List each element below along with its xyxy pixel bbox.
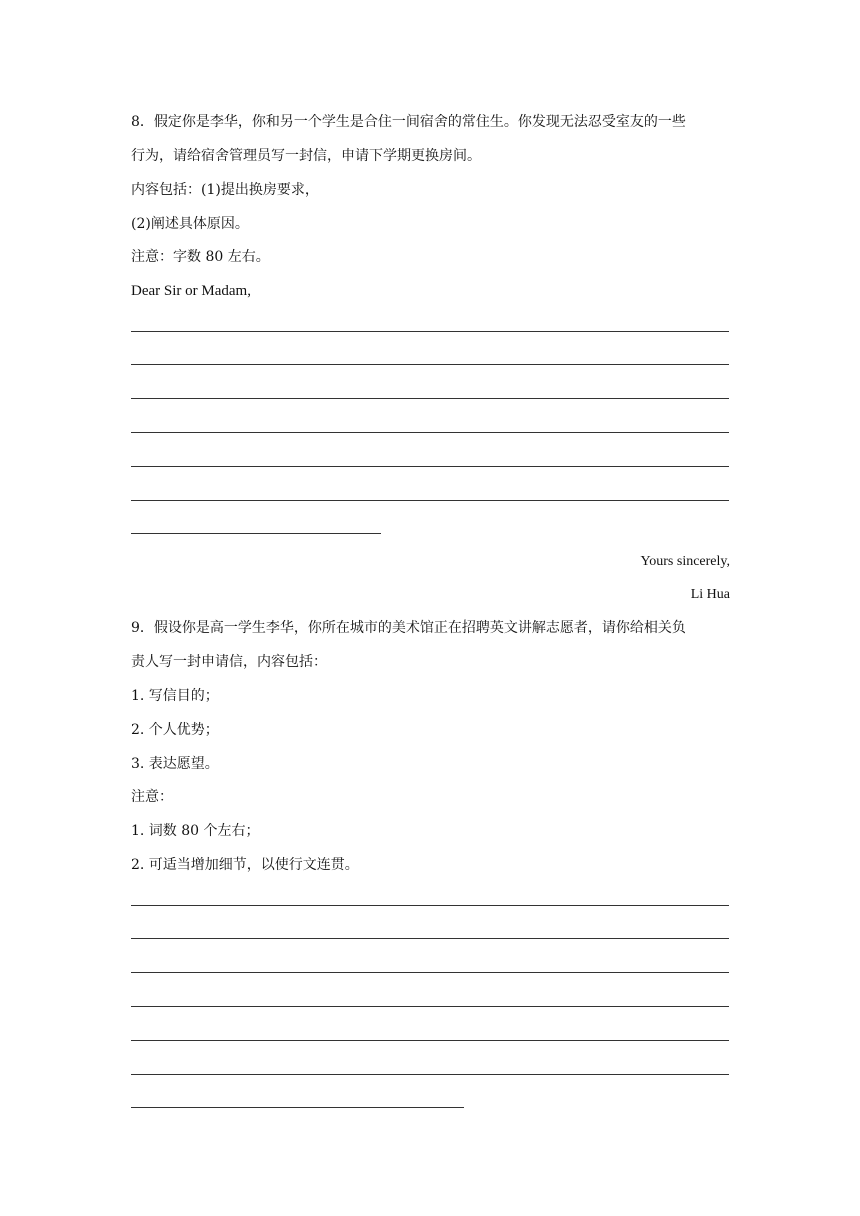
q9-writing-line-1[interactable] bbox=[131, 905, 729, 906]
q9-item-2: 2. 个人优势； bbox=[131, 722, 219, 738]
q9-note-1: 1. 词数 80 个左右； bbox=[131, 823, 260, 839]
q8-signature: Li Hua bbox=[690, 587, 730, 602]
q8-greeting: Dear Sir or Madam, bbox=[131, 283, 251, 299]
q8-writing-line-6[interactable] bbox=[131, 500, 729, 501]
q8-prompt-line-2: 行为，请给宿舍管理员写一封信，申请下学期更换房间。 bbox=[131, 148, 481, 164]
q8-closing: Yours sincerely, bbox=[640, 554, 730, 569]
q9-note-2: 2. 可适当增加细节，以使行文连贯。 bbox=[131, 857, 359, 873]
q9-writing-line-5[interactable] bbox=[131, 1040, 729, 1041]
q8-content-line: 内容包括：(1)提出换房要求， bbox=[131, 182, 319, 198]
q9-writing-line-3[interactable] bbox=[131, 972, 729, 973]
q9-prompt-line-1: 9．假设你是高一学生李华，你所在城市的美术馆正在招聘英文讲解志愿者，请你给相关负 bbox=[131, 620, 686, 636]
q8-note-line: 注意：字数 80 左右。 bbox=[131, 249, 270, 265]
q9-item-1: 1. 写信目的； bbox=[131, 688, 219, 704]
q9-writing-line-6[interactable] bbox=[131, 1074, 729, 1075]
q9-prompt-line-2: 责人写一封申请信，内容包括： bbox=[131, 654, 327, 670]
q9-writing-line-2[interactable] bbox=[131, 938, 729, 939]
q8-reason-line: (2)阐述具体原因。 bbox=[131, 216, 249, 232]
q9-writing-line-4[interactable] bbox=[131, 1006, 729, 1007]
q8-writing-line-1[interactable] bbox=[131, 331, 729, 332]
q8-writing-line-3[interactable] bbox=[131, 398, 729, 399]
q8-writing-line-7[interactable] bbox=[131, 533, 381, 534]
q9-writing-line-7[interactable] bbox=[131, 1107, 464, 1108]
q9-item-3: 3. 表达愿望。 bbox=[131, 756, 219, 772]
q8-writing-line-5[interactable] bbox=[131, 466, 729, 467]
q8-writing-line-4[interactable] bbox=[131, 432, 729, 433]
q9-note-label: 注意： bbox=[131, 789, 173, 805]
q8-prompt-line-1: 8．假定你是李华，你和另一个学生是合住一间宿舍的常住生。你发现无法忍受室友的一些 bbox=[131, 114, 686, 130]
q8-writing-line-2[interactable] bbox=[131, 364, 729, 365]
